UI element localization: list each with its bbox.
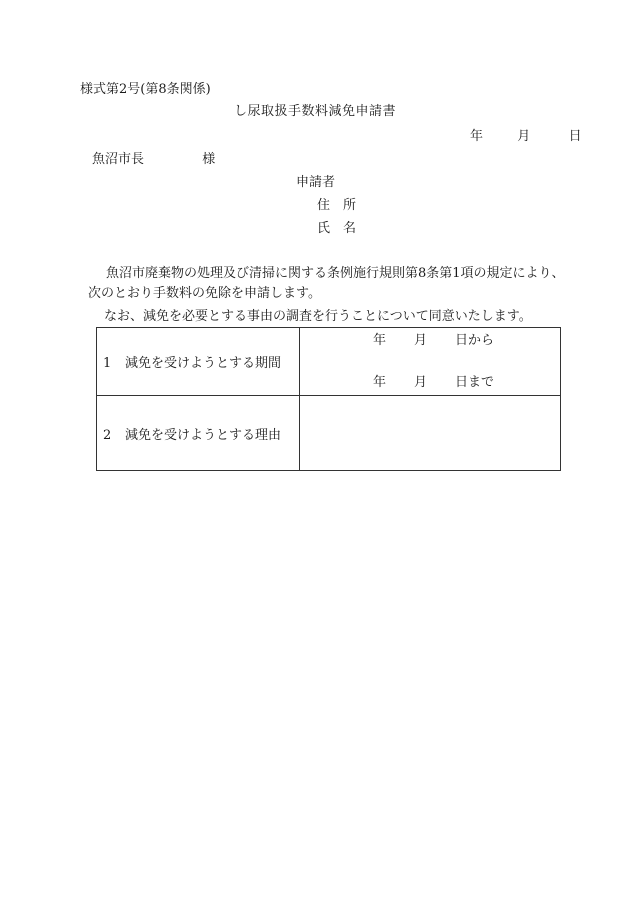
row-number: 1	[103, 356, 112, 371]
addressee-honorific: 様	[202, 152, 216, 167]
address-label: 住 所	[317, 198, 357, 213]
period-label: 減免を受けようとする期間	[125, 356, 282, 371]
reason-field[interactable]	[300, 396, 561, 471]
from-day: 日から	[455, 333, 495, 348]
period-field[interactable]	[300, 328, 561, 396]
application-statement: 魚沼市廃棄物の処理及び清掃に関する条例施行規則第8条第1項の規定により、次のとおり手数料の免除を申請します。	[88, 266, 565, 301]
date-line	[470, 129, 582, 145]
reason-label-cell	[97, 396, 300, 471]
to-day: 日まで	[455, 375, 495, 390]
date-year-label: 年	[470, 129, 484, 144]
from-month: 月	[414, 333, 428, 348]
reason-label: 減免を受けようとする理由	[125, 427, 282, 443]
form-number: 様式第2号(第8条関係)	[80, 82, 211, 97]
document-title: し尿取扱手数料減免申請書	[234, 104, 397, 119]
consent-statement: なお、減免を必要とする事由の調査を行うことについて同意いたします。	[104, 309, 532, 324]
row-number: 2	[103, 427, 112, 443]
addressee-name: 魚沼市長	[92, 152, 145, 167]
date-day-label: 日	[568, 129, 582, 144]
application-table	[96, 327, 561, 471]
date-month-label: 月	[517, 129, 531, 144]
to-month: 月	[414, 375, 428, 390]
addressee	[92, 152, 215, 168]
period-from	[373, 333, 494, 349]
name-label: 氏 名	[317, 221, 357, 236]
period-to	[373, 375, 494, 391]
table-row	[97, 328, 561, 396]
applicant-label: 申請者	[296, 175, 336, 190]
period-label-cell	[97, 328, 300, 396]
table-row	[97, 396, 561, 471]
to-year: 年	[373, 375, 387, 390]
from-year: 年	[373, 333, 387, 348]
